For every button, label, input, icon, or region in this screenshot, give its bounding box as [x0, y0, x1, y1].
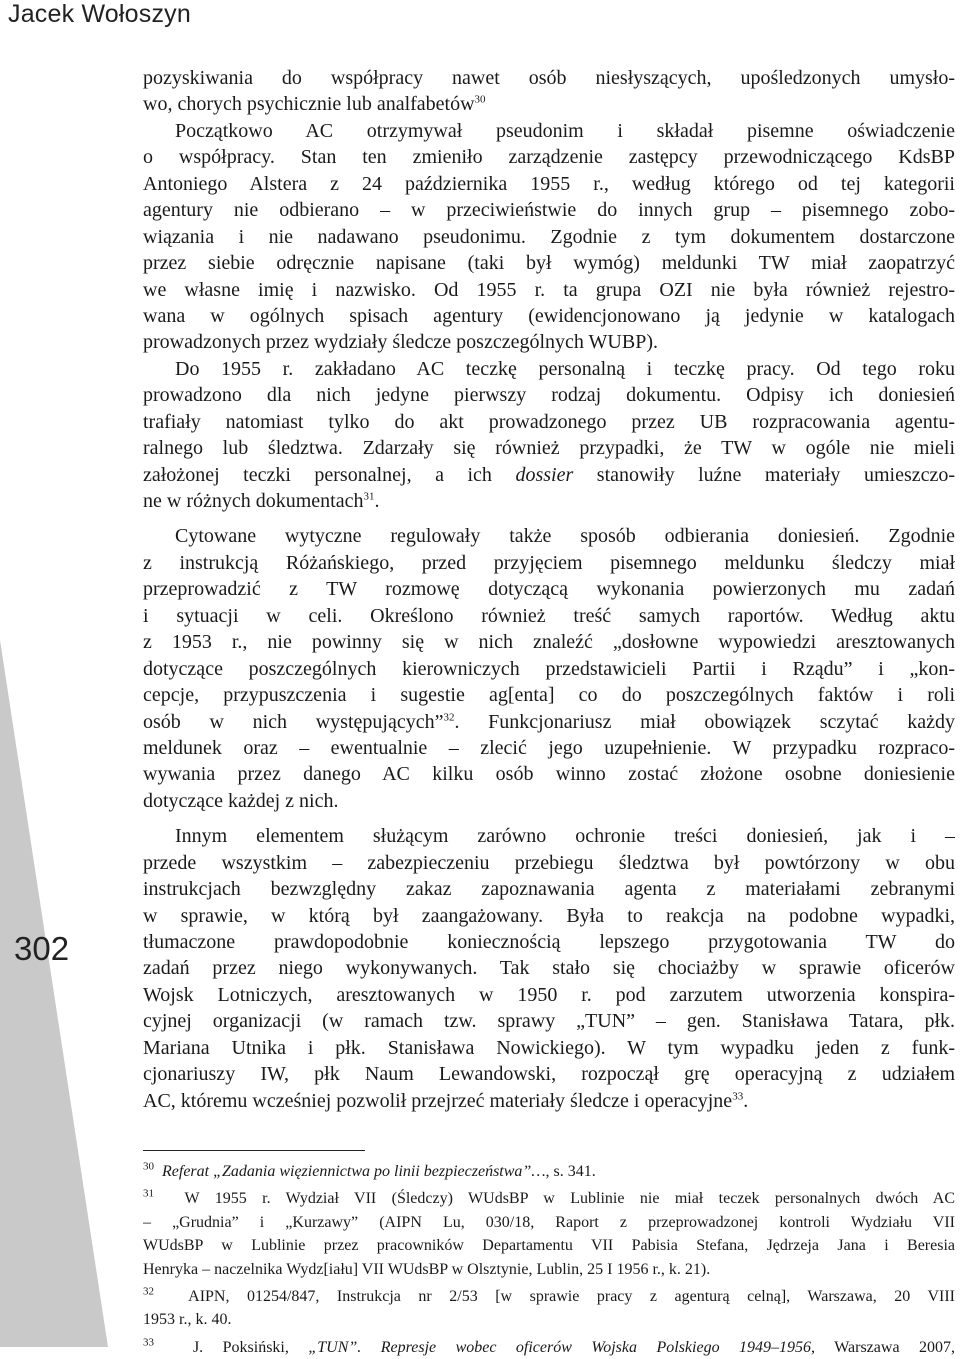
page-corner-wedge — [0, 640, 108, 1347]
text-line: wiązania i nie nadawano pseudonimu. Zgodnie z tym dokumentem dostarczone — [143, 225, 955, 248]
text-line: przede wszystkim – zabezpieczeniu przebiegu śledztwa był powtórzony w obu — [143, 851, 955, 874]
text-line: ne w różnych dokumentach$^{31}$. — [143, 490, 380, 512]
text-line: dotyczące poszczególnych kierowniczych przedstawicieli Partii i Rządu” i „kon- — [143, 657, 955, 680]
footnote-30: $^{30}$ Referat „Zadania więziennictwa po linii bezpieczeństwa”…, s. 341. — [143, 1160, 596, 1180]
text-line: meldunek oraz – ewentualnie – zlecić jego uzupełnienie. W przypadku rozpraco- — [143, 736, 955, 759]
footnote-31-line: – „Grudnia” i „Kurzawy” (AIPN Lu, 030/18, Raport z przeprowadzonej kontroli Wydziału VII — [143, 1213, 955, 1231]
footnote-number: 32 — [143, 1285, 154, 1298]
footnote-ref-33: 33 — [732, 1089, 744, 1102]
footnote-ref-31: 31 — [363, 490, 375, 503]
italic-term: dossier — [515, 463, 574, 486]
footnotes-section — [143, 1160, 955, 1359]
text-line: wana w ogólnych spisach agentury (ewidencjonowano ją jedynie w katalogach — [143, 304, 955, 327]
text-line: cjonariuszy IW, płk Naum Lewandowski, rozpoczął grę operacyjną z udziałem — [143, 1063, 955, 1086]
text-line: przeprowadzić z TW rozmowę dotyczącą wykonania powierzonych mu zadań — [143, 578, 955, 601]
text-line: wo, chorych psychicznie lub analfabetów$^{30}$ — [143, 93, 486, 116]
text-line: ralnego lub śledztwa. Zdarzały się również przypadki, że TW w ogóle nie mieli — [143, 437, 955, 460]
text-line: cyjnej organizacji (w ramach tzw. sprawy „TUN” – gen. Stanisława Tatara, płk. — [143, 1010, 955, 1033]
text-line: we własne imię i nazwisko. Od 1955 r. ta grupa OZI nie była również rejestro- — [143, 278, 955, 301]
footnote-number: 30 — [143, 1160, 154, 1173]
text-line: tłumaczone prawdopodobnie koniecznością lepszego przygotowania TW do — [143, 931, 955, 953]
text-line: Cytowane wytyczne regulowały także sposób odbierania doniesień. Zgodnie — [175, 525, 955, 548]
footnote-32-line: 1953 r., k. 40. — [143, 1311, 232, 1329]
footnote-number: 33 — [143, 1336, 154, 1349]
footnote-separator — [143, 1150, 365, 1151]
text-line: z instrukcją Różańskiego, przed przyjęciem pisemnego meldunku śledczy miał — [143, 551, 955, 574]
text-line: prowadzonych przez wydziały śledcze poszczególnych WUBP). — [143, 331, 658, 354]
footnote-31: $^{31}$ W 1955 r. Wydział VII (Śledczy) WUdsBP w Lublinie nie miał teczek personalnych dwóch AC — [143, 1188, 955, 1208]
text-line: agentury nie odbierano – w przeciwieństwie do innych grup – pisemnego zobo- — [143, 199, 955, 222]
text-line: trafiały natomiast tylko do akt prowadzonego przez UB rozpracowania agentu- — [143, 410, 955, 433]
footnote-32: $^{32}$ AIPN, 01254/847, Instrukcja nr 2/53 [w sprawie pracy z agenturą celną], Warszawa, 20 VIII — [143, 1285, 955, 1305]
running-header-author: Jacek Wołoszyn — [8, 0, 191, 28]
text-line: dotyczące każdej z nich. — [143, 789, 339, 812]
text-line: Początkowo AC otrzymywał pseudonim i składał pisemne oświadczenie — [175, 119, 955, 142]
text-line: instrukcjach bezwzględny zakaz zapoznawania agenta z materiałami zebranymi — [143, 878, 955, 901]
text-line: zadań przez niego wykonywanych. Tak stało się chociażby w sprawie oficerów — [143, 957, 955, 980]
text-line: Do 1955 r. zakładano AC teczkę personalną i teczkę pracy. Od tego roku — [175, 357, 955, 380]
text-line: w sprawie, w którą był zaangażowany. Była to reakcja na podobne wypadki, — [143, 904, 955, 927]
footnote-33: $^{33}$ J. Poksiński, „TUN”. Represje wobec oficerów Wojska Polskiego 1949–1956, Warszawa 2007, — [143, 1336, 955, 1356]
text-line: cepcje, przypuszczenia i sugestie ag[enta] co do poszczególnych faktów i roli — [143, 684, 955, 707]
main-text — [143, 65, 955, 1114]
footnote-31-line: Henryka – naczelnika Wydz[iału] VII WUdsBP w Olsztynie, Lublin, 25 I 1956 r., k. 21). — [143, 1260, 711, 1278]
text-line: założonej teczki personalnej, a ich dossier stanowiły luźne materiały umieszczo- — [143, 463, 955, 486]
text-line: osób w nich występujących”$^{32}$. Funkcjonariusz miał obowiązek sczytać każdy — [143, 710, 955, 733]
footnote-31-line: WUdsBP w Lublinie przez pracowników Departamentu VII Pabisia Stefana, Jędrzeja Jana i Beresia — [143, 1237, 955, 1255]
text-line: o współpracy. Stan ten zmieniło zarządzenie zastępcy przewodniczącego KdsBP — [143, 146, 955, 169]
text-line: Innym elementem służącym zarówno ochronie treści doniesień, jak i – — [175, 825, 955, 848]
footnote-ref-30: 30 — [474, 93, 486, 106]
text-line: prowadzono dla nich jedyne pierwszy rodzaj dokumentu. Odpisy ich doniesień — [143, 384, 955, 407]
text-line: AC, któremu wcześniej pozwolił przejrzeć materiały śledcze i operacyjne$^{33}$. — [143, 1089, 749, 1112]
page-number: 302 — [14, 930, 70, 967]
text-line: pozyskiwania do współpracy nawet osób niesłyszących, upośledzonych umysło- — [143, 67, 955, 89]
text-line: Wojsk Lotniczych, aresztowanych w 1950 r. pod zarzutem utworzenia konspira- — [143, 983, 955, 1006]
text-line: Mariana Utnika i płk. Stanisława Nowickiego). W tym wypadku jeden z funk- — [143, 1036, 955, 1059]
text-line: Antoniego Alstera z 24 października 1955 r., według którego od tej kategorii — [143, 172, 955, 195]
text-line: z 1953 r., nie powinny się w nich znaleźć „dosłowne wypowiedzi aresztowanych — [143, 631, 955, 654]
text-line: przez siebie odręcznie napisane (taki był wymóg) meldunki TW miał zaopatrzyć — [143, 252, 955, 275]
text-line: wywania przez danego AC kilku osób winno zostać złożone osobne doniesienie — [143, 763, 955, 786]
text-line: i sytuacji w celi. Określono również treść samych raportów. Według aktu — [143, 604, 955, 627]
footnote-ref-32: 32 — [443, 710, 455, 723]
footnote-number: 31 — [143, 1188, 154, 1201]
